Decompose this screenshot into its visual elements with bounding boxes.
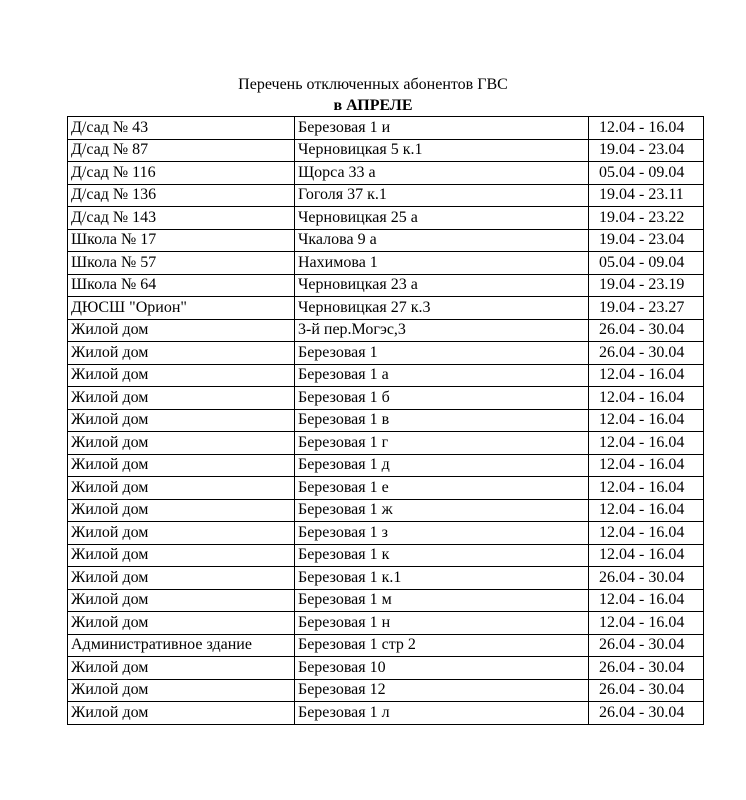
table-row	[68, 319, 704, 342]
period-cell: 19.04 - 23.19	[589, 274, 704, 297]
period-cell: 12.04 - 16.04	[589, 544, 704, 567]
period-cell: 19.04 - 23.04	[589, 229, 704, 252]
subscribers-table-body	[68, 117, 704, 725]
table-row	[68, 297, 704, 320]
address-cell: Черновицкая 25 а	[295, 207, 589, 230]
table-row	[68, 432, 704, 455]
table-row	[68, 252, 704, 275]
subscriber-name-cell: Административное здание	[68, 634, 295, 657]
table-row	[68, 409, 704, 432]
address-cell: Березовая 12	[295, 679, 589, 702]
table-row	[68, 522, 704, 545]
table-row	[68, 229, 704, 252]
document-title: Перечень отключенных абонентов ГВС	[238, 76, 508, 93]
subscriber-name-cell: Школа № 64	[68, 274, 295, 297]
period-cell: 19.04 - 23.22	[589, 207, 704, 230]
subscriber-name-cell: Д/сад № 143	[68, 207, 295, 230]
subscriber-name-cell: Д/сад № 43	[68, 117, 295, 140]
address-cell: 3-й пер.Могэс,3	[295, 319, 589, 342]
period-cell: 12.04 - 16.04	[589, 477, 704, 500]
subscriber-name-cell: ДЮСШ "Орион"	[68, 297, 295, 320]
table-row	[68, 612, 704, 635]
period-cell: 12.04 - 16.04	[589, 117, 704, 140]
subscriber-name-cell: Жилой дом	[68, 679, 295, 702]
period-cell: 12.04 - 16.04	[589, 589, 704, 612]
period-cell: 05.04 - 09.04	[589, 162, 704, 185]
period-cell: 26.04 - 30.04	[589, 657, 704, 680]
period-cell: 12.04 - 16.04	[589, 432, 704, 455]
address-cell: Березовая 1 ж	[295, 499, 589, 522]
period-cell: 19.04 - 23.11	[589, 184, 704, 207]
subscriber-name-cell: Жилой дом	[68, 319, 295, 342]
table-row	[68, 702, 704, 725]
address-cell: Березовая 1 м	[295, 589, 589, 612]
subscriber-name-cell: Жилой дом	[68, 387, 295, 410]
period-cell: 05.04 - 09.04	[589, 252, 704, 275]
period-cell: 12.04 - 16.04	[589, 364, 704, 387]
address-cell: Березовая 1 к	[295, 544, 589, 567]
period-cell: 19.04 - 23.27	[589, 297, 704, 320]
address-cell: Нахимова 1	[295, 252, 589, 275]
table-row	[68, 454, 704, 477]
address-cell: Чкалова 9 а	[295, 229, 589, 252]
period-cell: 12.04 - 16.04	[589, 522, 704, 545]
address-cell: Черновицкая 27 к.3	[295, 297, 589, 320]
address-cell: Березовая 1 стр 2	[295, 634, 589, 657]
subscriber-name-cell: Жилой дом	[68, 499, 295, 522]
subscriber-name-cell: Д/сад № 136	[68, 184, 295, 207]
period-cell: 26.04 - 30.04	[589, 319, 704, 342]
subscriber-name-cell: Жилой дом	[68, 454, 295, 477]
table-row	[68, 544, 704, 567]
subscriber-name-cell: Жилой дом	[68, 702, 295, 725]
period-cell: 19.04 - 23.04	[589, 139, 704, 162]
table-row	[68, 589, 704, 612]
address-cell: Березовая 1 л	[295, 702, 589, 725]
subscriber-name-cell: Жилой дом	[68, 544, 295, 567]
address-cell: Березовая 1 н	[295, 612, 589, 635]
subscriber-name-cell: Школа № 57	[68, 252, 295, 275]
address-cell: Березовая 1 к.1	[295, 567, 589, 590]
period-cell: 12.04 - 16.04	[589, 454, 704, 477]
period-cell: 12.04 - 16.04	[589, 499, 704, 522]
subscriber-name-cell: Жилой дом	[68, 589, 295, 612]
table-row	[68, 364, 704, 387]
table-row	[68, 657, 704, 680]
address-cell: Березовая 1 в	[295, 409, 589, 432]
subscriber-name-cell: Жилой дом	[68, 522, 295, 545]
address-cell: Березовая 1 д	[295, 454, 589, 477]
table-row	[68, 679, 704, 702]
subscriber-name-cell: Жилой дом	[68, 342, 295, 365]
period-cell: 26.04 - 30.04	[589, 567, 704, 590]
period-cell: 26.04 - 30.04	[589, 634, 704, 657]
address-cell: Гоголя 37 к.1	[295, 184, 589, 207]
period-cell: 12.04 - 16.04	[589, 409, 704, 432]
table-row	[68, 184, 704, 207]
period-cell: 26.04 - 30.04	[589, 342, 704, 365]
subscriber-name-cell: Жилой дом	[68, 364, 295, 387]
table-row	[68, 207, 704, 230]
table-row	[68, 139, 704, 162]
period-cell: 26.04 - 30.04	[589, 679, 704, 702]
subscriber-name-cell: Жилой дом	[68, 409, 295, 432]
address-cell: Березовая 1 е	[295, 477, 589, 500]
subscriber-name-cell: Школа № 17	[68, 229, 295, 252]
address-cell: Березовая 1 б	[295, 387, 589, 410]
document-subtitle: в АПРЕЛЕ	[333, 97, 413, 114]
table-row	[68, 387, 704, 410]
period-cell: 12.04 - 16.04	[589, 612, 704, 635]
address-cell: Черновицкая 23 а	[295, 274, 589, 297]
table-row	[68, 342, 704, 365]
subscribers-table	[67, 116, 704, 725]
table-row	[68, 162, 704, 185]
address-cell: Березовая 1 и	[295, 117, 589, 140]
table-row	[68, 117, 704, 140]
table-row	[68, 274, 704, 297]
subscriber-name-cell: Жилой дом	[68, 432, 295, 455]
address-cell: Щорса 33 а	[295, 162, 589, 185]
period-cell: 26.04 - 30.04	[589, 702, 704, 725]
address-cell: Березовая 1 з	[295, 522, 589, 545]
subscriber-name-cell: Жилой дом	[68, 612, 295, 635]
address-cell: Березовая 10	[295, 657, 589, 680]
subscriber-name-cell: Жилой дом	[68, 657, 295, 680]
address-cell: Черновицкая 5 к.1	[295, 139, 589, 162]
table-row	[68, 499, 704, 522]
subscriber-name-cell: Д/сад № 116	[68, 162, 295, 185]
address-cell: Березовая 1 а	[295, 364, 589, 387]
table-row	[68, 477, 704, 500]
table-row	[68, 634, 704, 657]
address-cell: Березовая 1 г	[295, 432, 589, 455]
subscriber-name-cell: Д/сад № 87	[68, 139, 295, 162]
table-row	[68, 567, 704, 590]
address-cell: Березовая 1	[295, 342, 589, 365]
subscriber-name-cell: Жилой дом	[68, 567, 295, 590]
period-cell: 12.04 - 16.04	[589, 387, 704, 410]
subscriber-name-cell: Жилой дом	[68, 477, 295, 500]
